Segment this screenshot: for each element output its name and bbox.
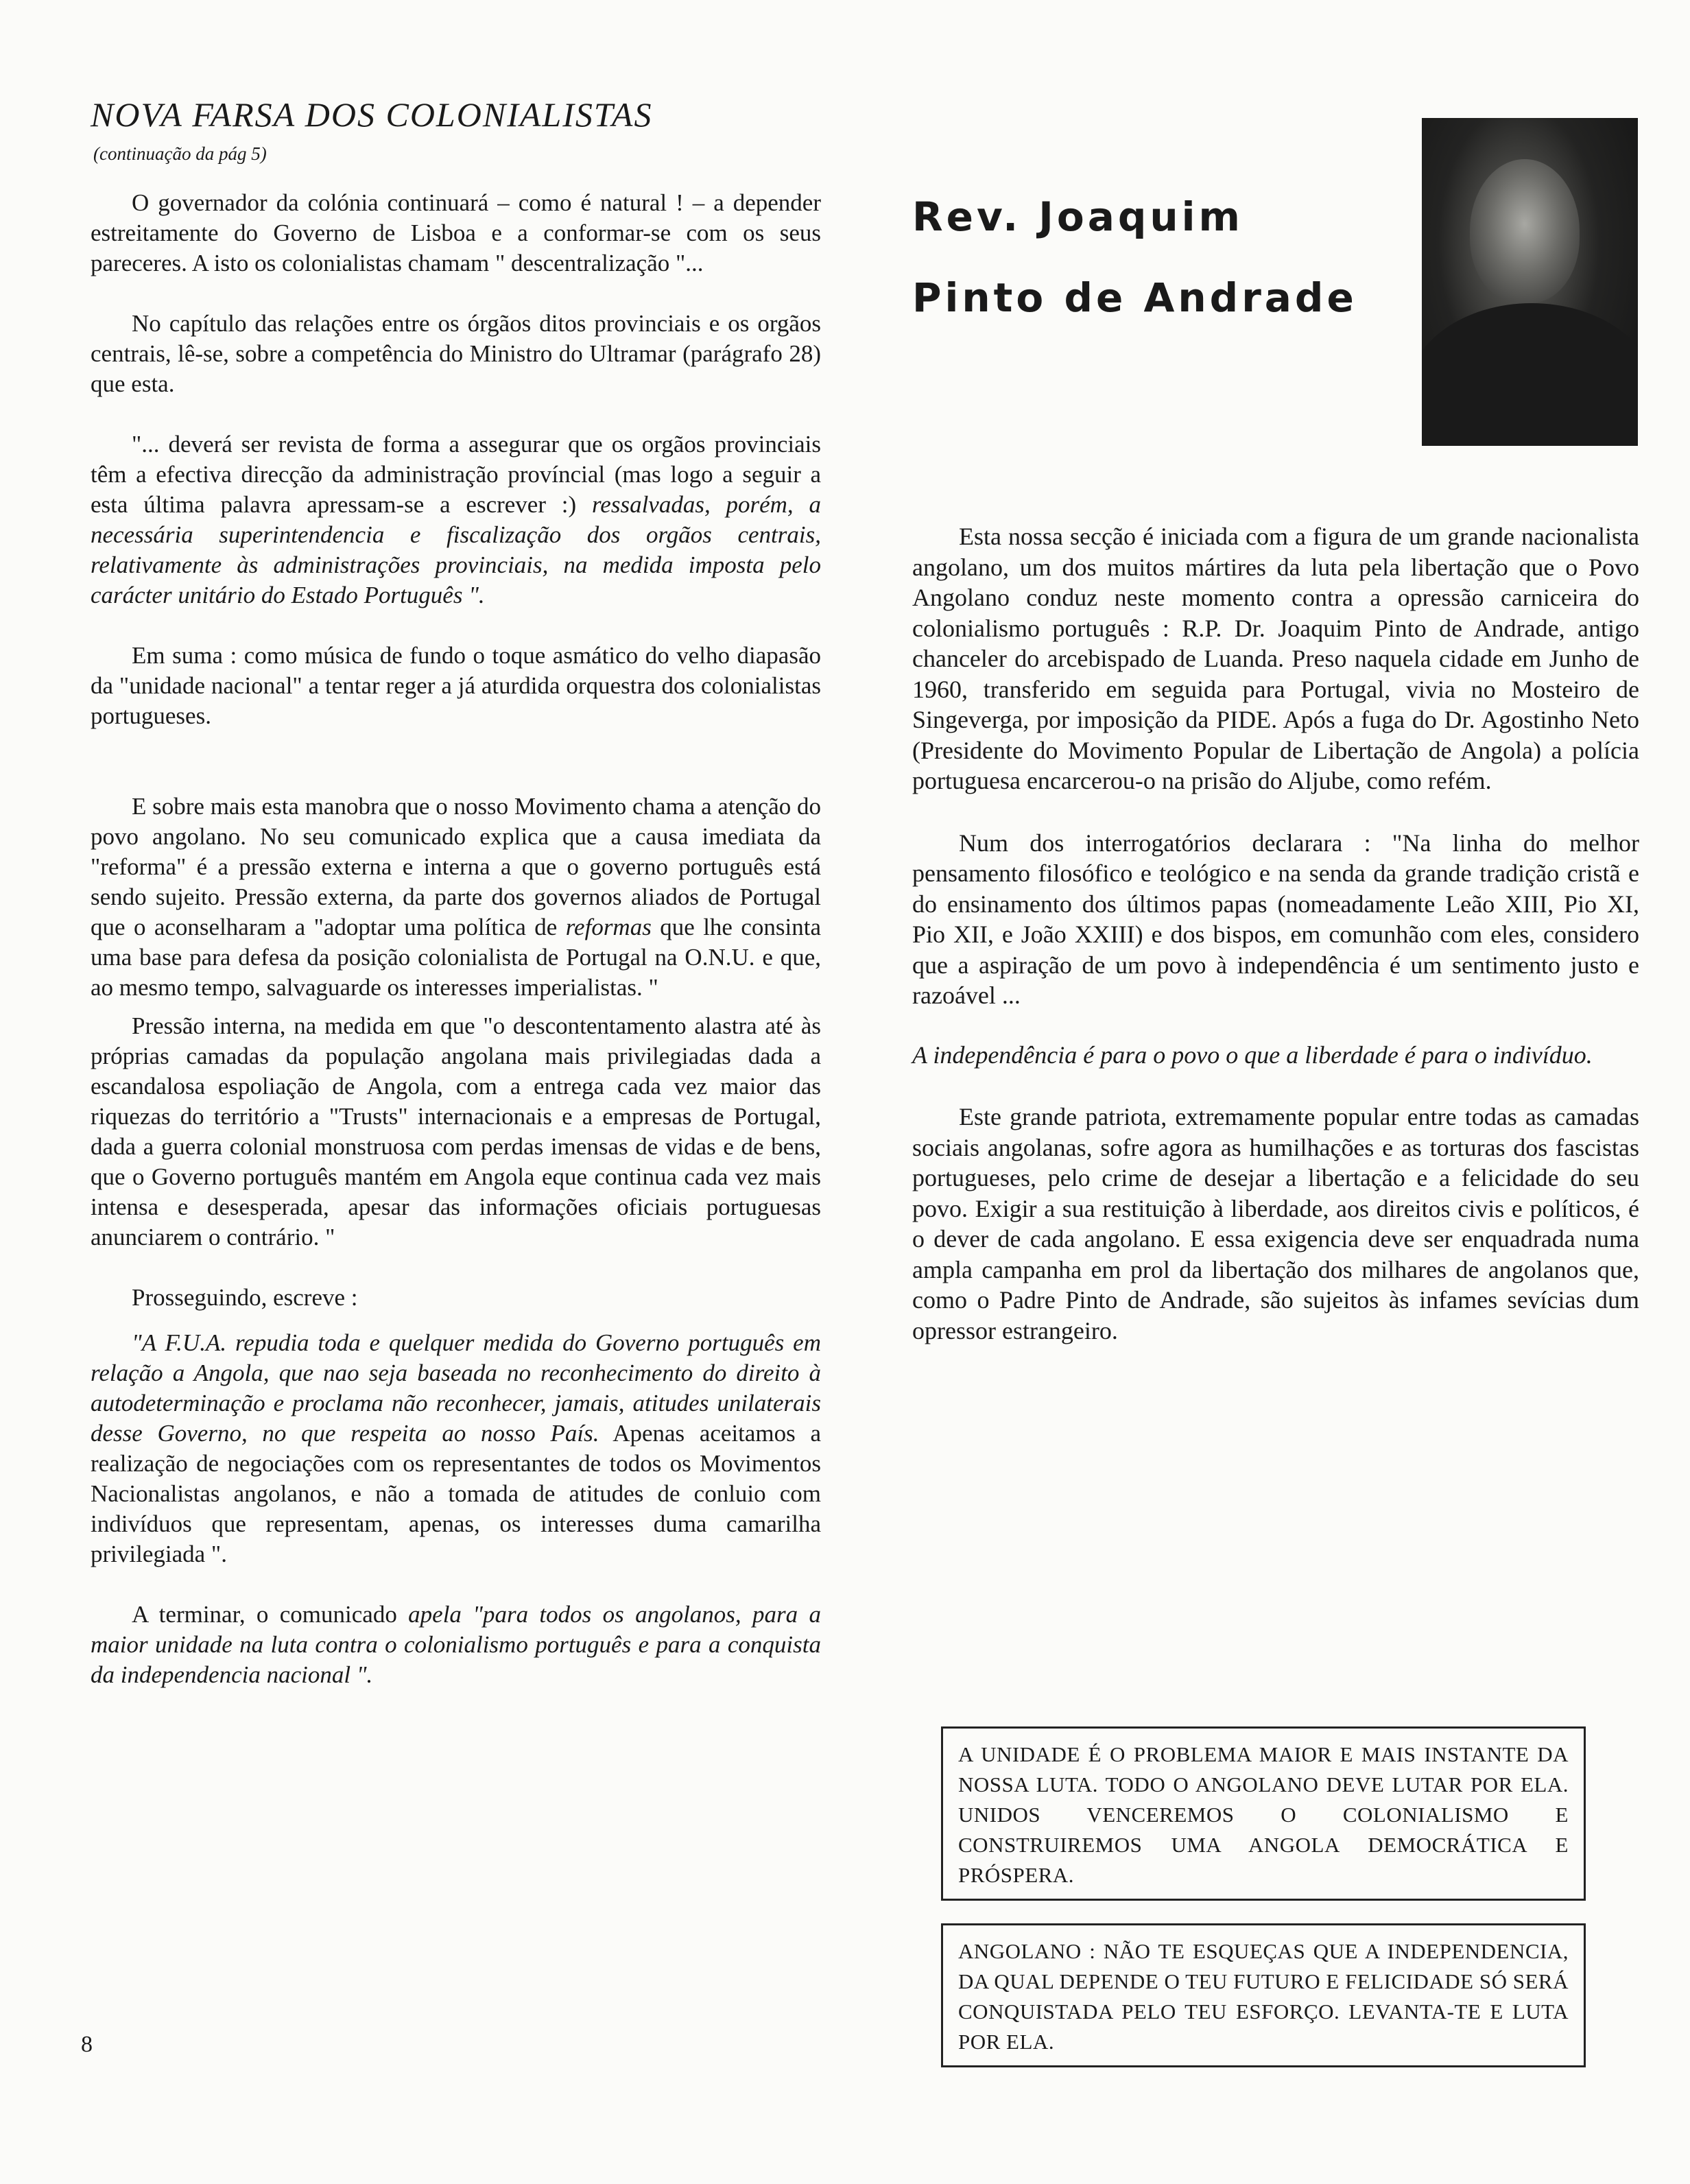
page-number: 8	[81, 2032, 93, 2057]
text-segment: Prosseguindo, escreve :	[132, 1284, 358, 1311]
profile-paragraph-1: Esta nossa secção é iniciada com a figura de um grande nacionalista angolano, um dos muitos mártires da luta pela libertação que o Povo Angolano conduz neste momento contra a opressão carniceira do colonialismo português : R.P. Dr. Joaquim Pinto de Andrade, antigo chanceler do arcebispado de Luanda. Preso naquela cidade em Junho de 1960, transferido em seguida para Portugal, vivia no Mosteiro de Singeverga, por imposição da PIDE. Após a fuga do Dr. Agostinho Neto (Presidente do Movimento Popular de Libertação de Angola) a polícia portuguesa encarcerou-o na prisão do Aljube, como refém.	[912, 523, 1639, 794]
text-segment: E sobre mais esta manobra que o nosso Movimento chama a atenção do povo angolano. No seu comunicado explica que a causa imediata da "reforma" é a pressão externa e interna a que o governo português está sendo sujeito. Pressão externa, da parte dos governos aliados de Portugal que o aconselharam a "adoptar uma política de	[91, 793, 821, 940]
italic-text-segment: ressalvadas, porém, a necessária superintendencia e fiscalização dos orgãos centrais, relativamente às administrações provinciais, na medida imposta pelo carácter unitário do Estado Português ".	[91, 491, 821, 608]
profile-quote: A independência é para o povo o que a liberdade é para o indivíduo.	[912, 1041, 1593, 1069]
text-segment: "... deverá ser revista de forma a assegurar que os orgãos provinciais têm a efectiva direcção da administração províncial (mas logo a seguir a esta última palavra apressam-se a escrever :)	[91, 431, 821, 518]
text-segment: Em suma : como música de fundo o toque asmático do velho diapasão da "unidade nacional" a tentar reger a já aturdida orquestra dos colonialistas portugueses.	[91, 642, 821, 729]
article-paragraph	[91, 1328, 821, 1569]
text-segment: Apenas aceitamos a realização de negociações com os representantes de todos os Movimentos Nacionalistas angolanos, e não a tomada de atitudes de conluio com indivíduos que representam, apenas, os interesses duma camarilha privilegiada ".	[91, 1420, 821, 1567]
slogan-box-unity	[941, 1726, 1586, 1901]
article-paragraph	[91, 188, 821, 278]
portrait-photo	[1422, 118, 1638, 446]
article-paragraph	[91, 429, 821, 610]
slogan-unity-text: A UNIDADE É O PROBLEMA MAIOR E MAIS INSTANTE DA NOSSA LUTA. TODO O ANGOLANO DEVE LUTAR POR ELA. UNIDOS VENCEREMOS O COLONIALISMO E CONSTRUIREMOS UMA ANGOLA DEMOCRÁTICA E PRÓSPERA.	[958, 1742, 1569, 1887]
article-paragraph	[91, 1011, 821, 1253]
text-segment: O governador da colónia continuará – como é natural ! – a depender estreitamente do Governo de Lisboa e a conformar-se com os seus pareceres. A isto os colonialistas chamam " descentralização "...	[91, 189, 821, 276]
italic-text-segment: reformas	[565, 914, 652, 940]
article-paragraph	[91, 309, 821, 399]
portrait-shoulders	[1422, 303, 1638, 446]
text-segment: A terminar, o comunicado	[132, 1601, 409, 1628]
text-segment: que lhe consinta uma base para defesa da posição colonialista de Portugal na O.N.U. e que, ao mesmo tempo, salvaguarde os interesses imperialistas. "	[91, 914, 821, 1001]
profile-name-line-1: Rev. Joaquim	[912, 193, 1243, 240]
italic-text-segment: apela "para todos os angolanos, para a maior unidade na luta contra o colonialismo português e para a conquista da independencia nacional ".	[91, 1601, 821, 1688]
portrait-face	[1470, 159, 1580, 303]
text-segment: Pressão interna, na medida em que "o descontentamento alastra até às próprias camadas da população angolana mais privilegiadas dada a escandalosa espoliação de Angola, com a entrega cada vez maior das riquezas do território a "Trusts" internacionais e a empresas de Portugal, dada a guerra colonial monstruosa com perdas imensas de vidas e de bens, que o Governo português mantém em Angola eque continua cada vez mais intensa e desesperada, apesar das informações oficiais portuguesas anunciarem o contrário. "	[91, 1012, 821, 1250]
slogan-independence-text: ANGOLANO : NÃO TE ESQUEÇAS QUE A INDEPENDENCIA, DA QUAL DEPENDE O TEU FUTURO E FELICIDADE SÓ SERÁ CONQUISTADA PELO TEU ESFORÇO. LEVANTA-TE E LUTA POR ELA.	[958, 1939, 1569, 2054]
profile-closing: Este grande patriota, extremamente popular entre todas as camadas sociais angolanas, sofre agora as humilhações e as torturas dos fascistas portugueses, pelo crime de desejar a libertação e a felicidade do seu povo. Exigir a sua restituição à liberdade, aos direitos civis e políticos, é o dever de cada angolano. E essa exigencia deve ser enquadrada numa ampla campanha em prol da libertação dos milhares de angolanos que, como o Padre Pinto de Andrade, são sujeitos às infames sevícias dum opressor estrangeiro.	[912, 1103, 1639, 1344]
article-body	[91, 188, 821, 1690]
profile-name-line-2: Pinto de Andrade	[912, 274, 1357, 321]
italic-text-segment: "A F.U.A. repudia toda e quelquer medida do Governo português em relação a Angola, que nao seja baseada no reconhecimento do direito à autodeterminação e proclama não reconhecer, jamais, atitudes unilaterais desse Governo, no que respeita ao nosso País.	[91, 1329, 821, 1447]
profile-paragraph-2: Num dos interrogatórios declarara : "Na linha do melhor pensamento filosófico e teológico e na senda da grande tradição cristã e do ensinamento dos últimos papas (nomeadamente Leão XIII, Pio XI, Pio XII, e João XXIII) e dos bispos, em comunhão com eles, considero que a aspiração de um povo à independência é um sentimento justo e razoável ...	[912, 829, 1639, 1009]
slogan-box-independence	[941, 1923, 1586, 2067]
article-paragraph	[91, 641, 821, 731]
profile-column	[912, 521, 1639, 1346]
article-paragraph	[91, 1283, 821, 1313]
continuation-note: (continuação da pág 5)	[93, 143, 267, 164]
article-paragraph	[91, 1600, 821, 1690]
article-column	[91, 96, 821, 1690]
article-paragraph	[91, 792, 821, 1003]
article-title: NOVA FARSA DOS COLONIALISTAS	[91, 95, 653, 134]
text-segment: No capítulo das relações entre os órgãos ditos provinciais e os orgãos centrais, lê-se, sobre a competência do Ministro do Ultramar (parágrafo 28) que esta.	[91, 310, 821, 397]
